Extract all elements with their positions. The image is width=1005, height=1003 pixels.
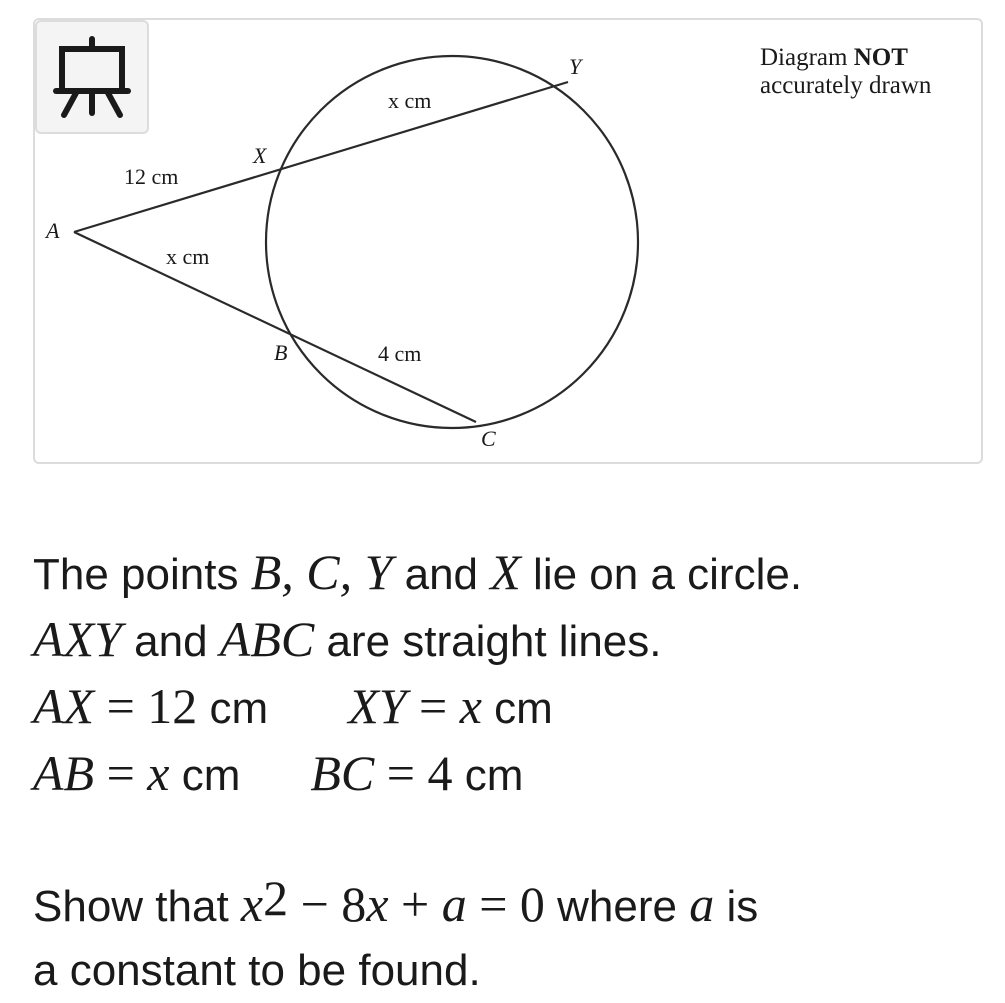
- text: The points: [33, 550, 251, 599]
- math: x: [147, 745, 170, 801]
- math: = 4: [374, 745, 453, 801]
- unit: cm: [197, 684, 269, 733]
- math: a: [441, 876, 467, 932]
- math: =: [406, 678, 460, 734]
- diagram-note: [760, 44, 931, 100]
- math: x: [366, 876, 389, 932]
- math: = 12: [94, 678, 198, 734]
- unit: cm: [452, 751, 524, 800]
- math: +: [388, 876, 442, 932]
- text: are straight lines.: [314, 617, 662, 666]
- math: = 0: [466, 876, 545, 932]
- line-abc: [74, 232, 476, 422]
- question-line-5: [33, 872, 983, 939]
- label-ab-length: x cm: [166, 244, 210, 269]
- question-line-4: [33, 741, 983, 808]
- math: 2: [263, 870, 289, 926]
- label-ax-length: 12 cm: [124, 164, 179, 189]
- note-bold: NOT: [853, 44, 908, 71]
- math: a: [689, 876, 715, 932]
- question-line-1: [33, 540, 983, 607]
- label-bc-length: 4 cm: [378, 341, 422, 366]
- text: is: [714, 882, 759, 931]
- text: Show that: [33, 882, 241, 931]
- math: ABC: [219, 611, 315, 667]
- text: and: [392, 550, 491, 599]
- label-xy-length: x cm: [388, 88, 432, 113]
- note-text: Diagram: [760, 44, 854, 71]
- math: − 8: [288, 876, 367, 932]
- question-line-2: [33, 607, 983, 674]
- math: X: [490, 544, 521, 600]
- unit: cm: [481, 684, 553, 733]
- math: AX: [33, 678, 95, 734]
- math: AB: [33, 745, 95, 801]
- circle: [266, 56, 638, 428]
- text: lie on a circle.: [520, 550, 803, 599]
- label-point-c: C: [481, 426, 496, 451]
- math: XY: [348, 678, 407, 734]
- math: x: [459, 678, 482, 734]
- question-text: [33, 540, 983, 1003]
- label-point-b: B: [274, 340, 288, 365]
- label-point-y: Y: [569, 54, 582, 79]
- math: BC: [310, 745, 375, 801]
- unit: cm: [169, 751, 241, 800]
- label-point-x: X: [253, 143, 267, 168]
- question-line-3: [33, 674, 983, 741]
- easel-icon: [52, 35, 132, 119]
- math: =: [94, 745, 148, 801]
- math: B, C, Y: [250, 544, 393, 600]
- text: where: [544, 882, 690, 931]
- text: and: [121, 617, 220, 666]
- whiteboard-button[interactable]: [35, 20, 149, 134]
- question-line-6: a constant to be found.: [33, 946, 481, 995]
- note-line-2: accurately drawn: [760, 72, 932, 99]
- math: AXY: [33, 611, 122, 667]
- label-point-a: A: [46, 218, 60, 243]
- math: x: [240, 876, 264, 932]
